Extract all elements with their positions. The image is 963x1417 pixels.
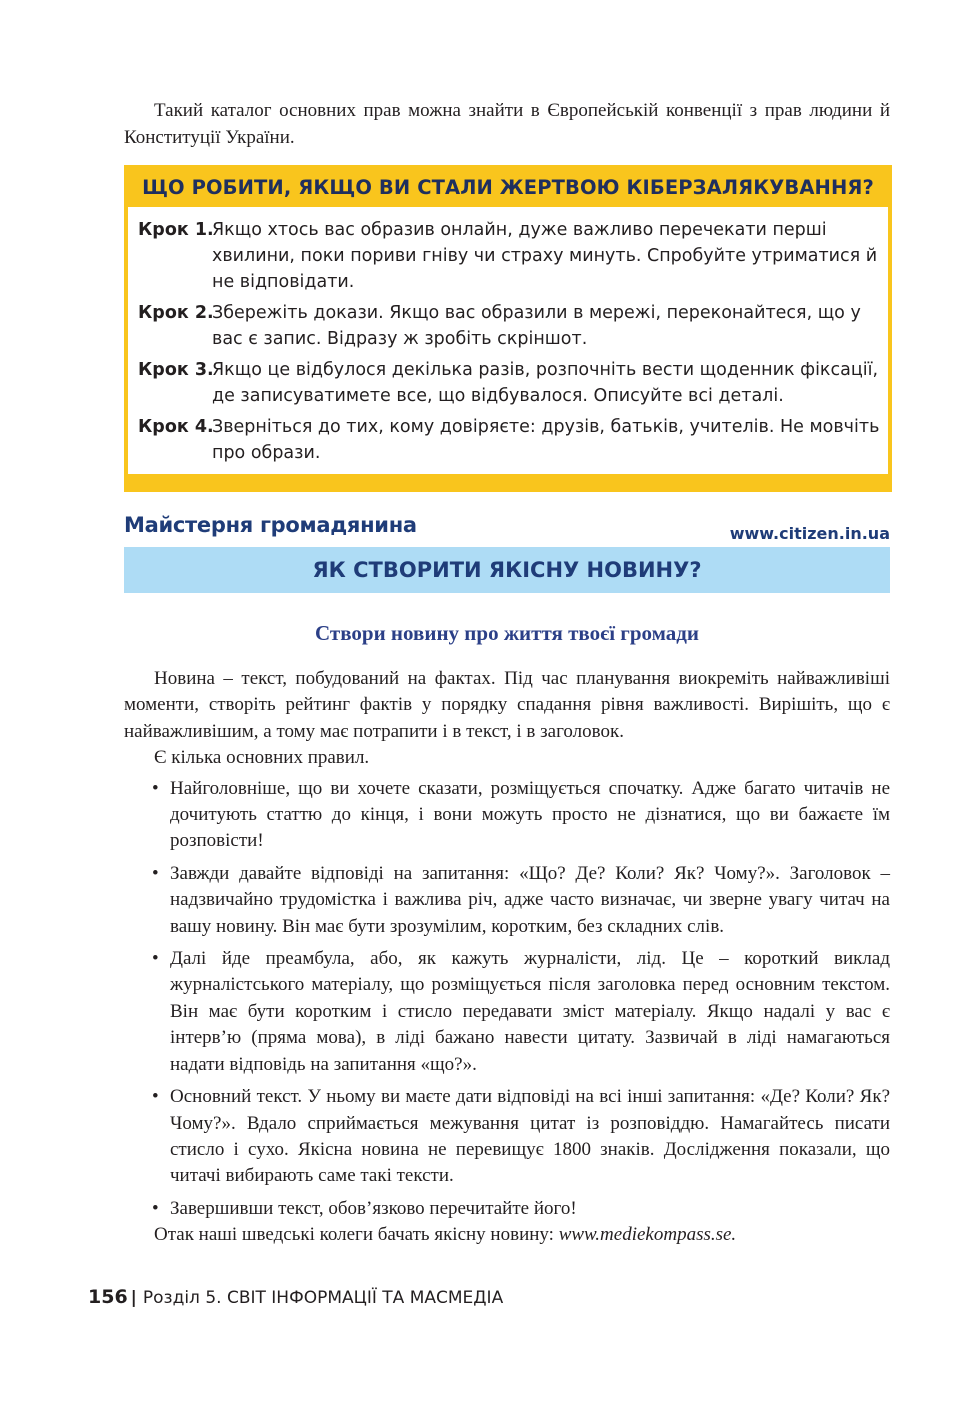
step-text: Якщо це відбулося декілька разів, розпочніть вести щоденник фіксації, де записуватимете все, що відбувалося. Описуйте всі деталі.	[212, 360, 879, 406]
step-item	[138, 300, 884, 352]
list-item-text: Завжди давайте відповіді на запитання: «Що? Де? Коли? Як? Чому?». Заголовок – надзвичайно трудомістка і важлива річ, адже часто визначає, чи зверне увагу читач на вашу новину. Він має бути зрозумілим, коротким, без складних слів.	[170, 862, 890, 937]
rules-list	[124, 776, 890, 1223]
step-label: Крок 1.	[138, 220, 214, 240]
step-label: Крок 4.	[138, 417, 214, 437]
list-item-text: Далі йде преамбула, або, як кажуть журналісти, лід. Це – короткий виклад журналістського матеріалу, що розміщується після заголовка перед основним текстом. Він має бути коротким і стисло передавати зміст матеріалу. Якщо надалі у вас є інтерв’ю (пряма мова), в ліді бажано навести цитату. Зазвичай в ліді намагаються надати відповідь на запитання «що?».	[170, 948, 890, 1075]
list-item	[124, 1196, 890, 1222]
list-item	[124, 946, 890, 1078]
footer-section: Розділ 5. СВІТ ІНФОРМАЦІЇ ТА МАСМЕДІА	[142, 1288, 504, 1308]
bullet-icon: •	[152, 862, 159, 884]
section-url[interactable]: www.citizen.in.ua	[729, 524, 890, 543]
closing-paragraph	[124, 1222, 890, 1248]
bullet-icon: •	[152, 777, 159, 799]
step-item	[138, 414, 884, 466]
section-title: Майстерня громадянина	[124, 513, 417, 537]
steps-list	[138, 217, 884, 471]
closing-link[interactable]: www.mediekompass.se.	[558, 1224, 737, 1246]
page-footer	[88, 1286, 503, 1308]
bullet-icon: •	[152, 1086, 159, 1108]
cyberbullying-box	[124, 165, 892, 492]
list-item	[124, 776, 890, 855]
list-item	[124, 861, 890, 940]
step-label: Крок 2.	[138, 303, 214, 323]
step-text: Збережіть докази. Якщо вас образили в мережі, переконайтеся, що у вас є запис. Відразу ж зробіть скріншот.	[212, 303, 861, 349]
page-number: 156	[88, 1286, 128, 1308]
intro-paragraph: Такий каталог основних прав можна знайти в Європейській конвенції з прав людини й Конституції України.	[124, 100, 890, 148]
list-item-text: Найголовніше, що ви хочете сказати, розміщується спочатку. Адже багато читачів не дочитують статтю до кінця, і вони можуть просто не дізнатися, що ви бажаєте їм розповісти!	[170, 777, 890, 852]
footer-separator: |	[130, 1288, 137, 1308]
subheading: Створи новину про життя твоєї громади	[315, 621, 699, 645]
body-paragraph: Є кілька основних правил.	[154, 747, 370, 769]
cyberbullying-title: ЩО РОБИТИ, ЯКЩО ВИ СТАЛИ ЖЕРТВОЮ КІБЕРЗАЛЯКУВАННЯ?	[128, 169, 888, 207]
bullet-icon: •	[152, 948, 159, 970]
bullet-icon: •	[152, 1197, 159, 1219]
closing-text: Отак наші шведські колеги бачать якісну новину:	[154, 1224, 559, 1246]
step-item	[138, 217, 884, 295]
step-text: Зверніться до тих, кому довіряєте: друзів, батьків, учителів. Не мовчіть про образи.	[212, 417, 880, 463]
list-item-text: Завершивши текст, обов’язково перечитайте його!	[170, 1197, 577, 1219]
article-body	[124, 666, 890, 1249]
step-text: Якщо хтось вас образив онлайн, дуже важливо перечекати перші хвилини, поки пориви гніву чи страху минуть. Спробуйте утриматися й не відповідати.	[212, 220, 878, 292]
banner-title: ЯК СТВОРИТИ ЯКІСНУ НОВИНУ?	[124, 547, 890, 593]
list-item	[124, 1084, 890, 1190]
step-label: Крок 3.	[138, 360, 214, 380]
body-paragraph: Новина – текст, побудований на фактах. Під час планування виокреміть найважливіші моменти, створіть рейтинг фактів у порядку спадання рівня важливості. Вирішіть, що є найважливішим, а тому має потрапити і в текст, і в заголовок.	[124, 668, 890, 742]
step-item	[138, 357, 884, 409]
list-item-text: Основний текст. У ньому ви маєте дати відповіді на всі інші запитання: «Де? Коли? Як? Чому?». Вдало сприймається межування цитат із розповіддю. Намагайтесь писати стисло і сухо. Якісна новина не перевищує 1800 знаків. Дослідження показали, що читачі вибирають саме такі тексти.	[170, 1086, 890, 1187]
